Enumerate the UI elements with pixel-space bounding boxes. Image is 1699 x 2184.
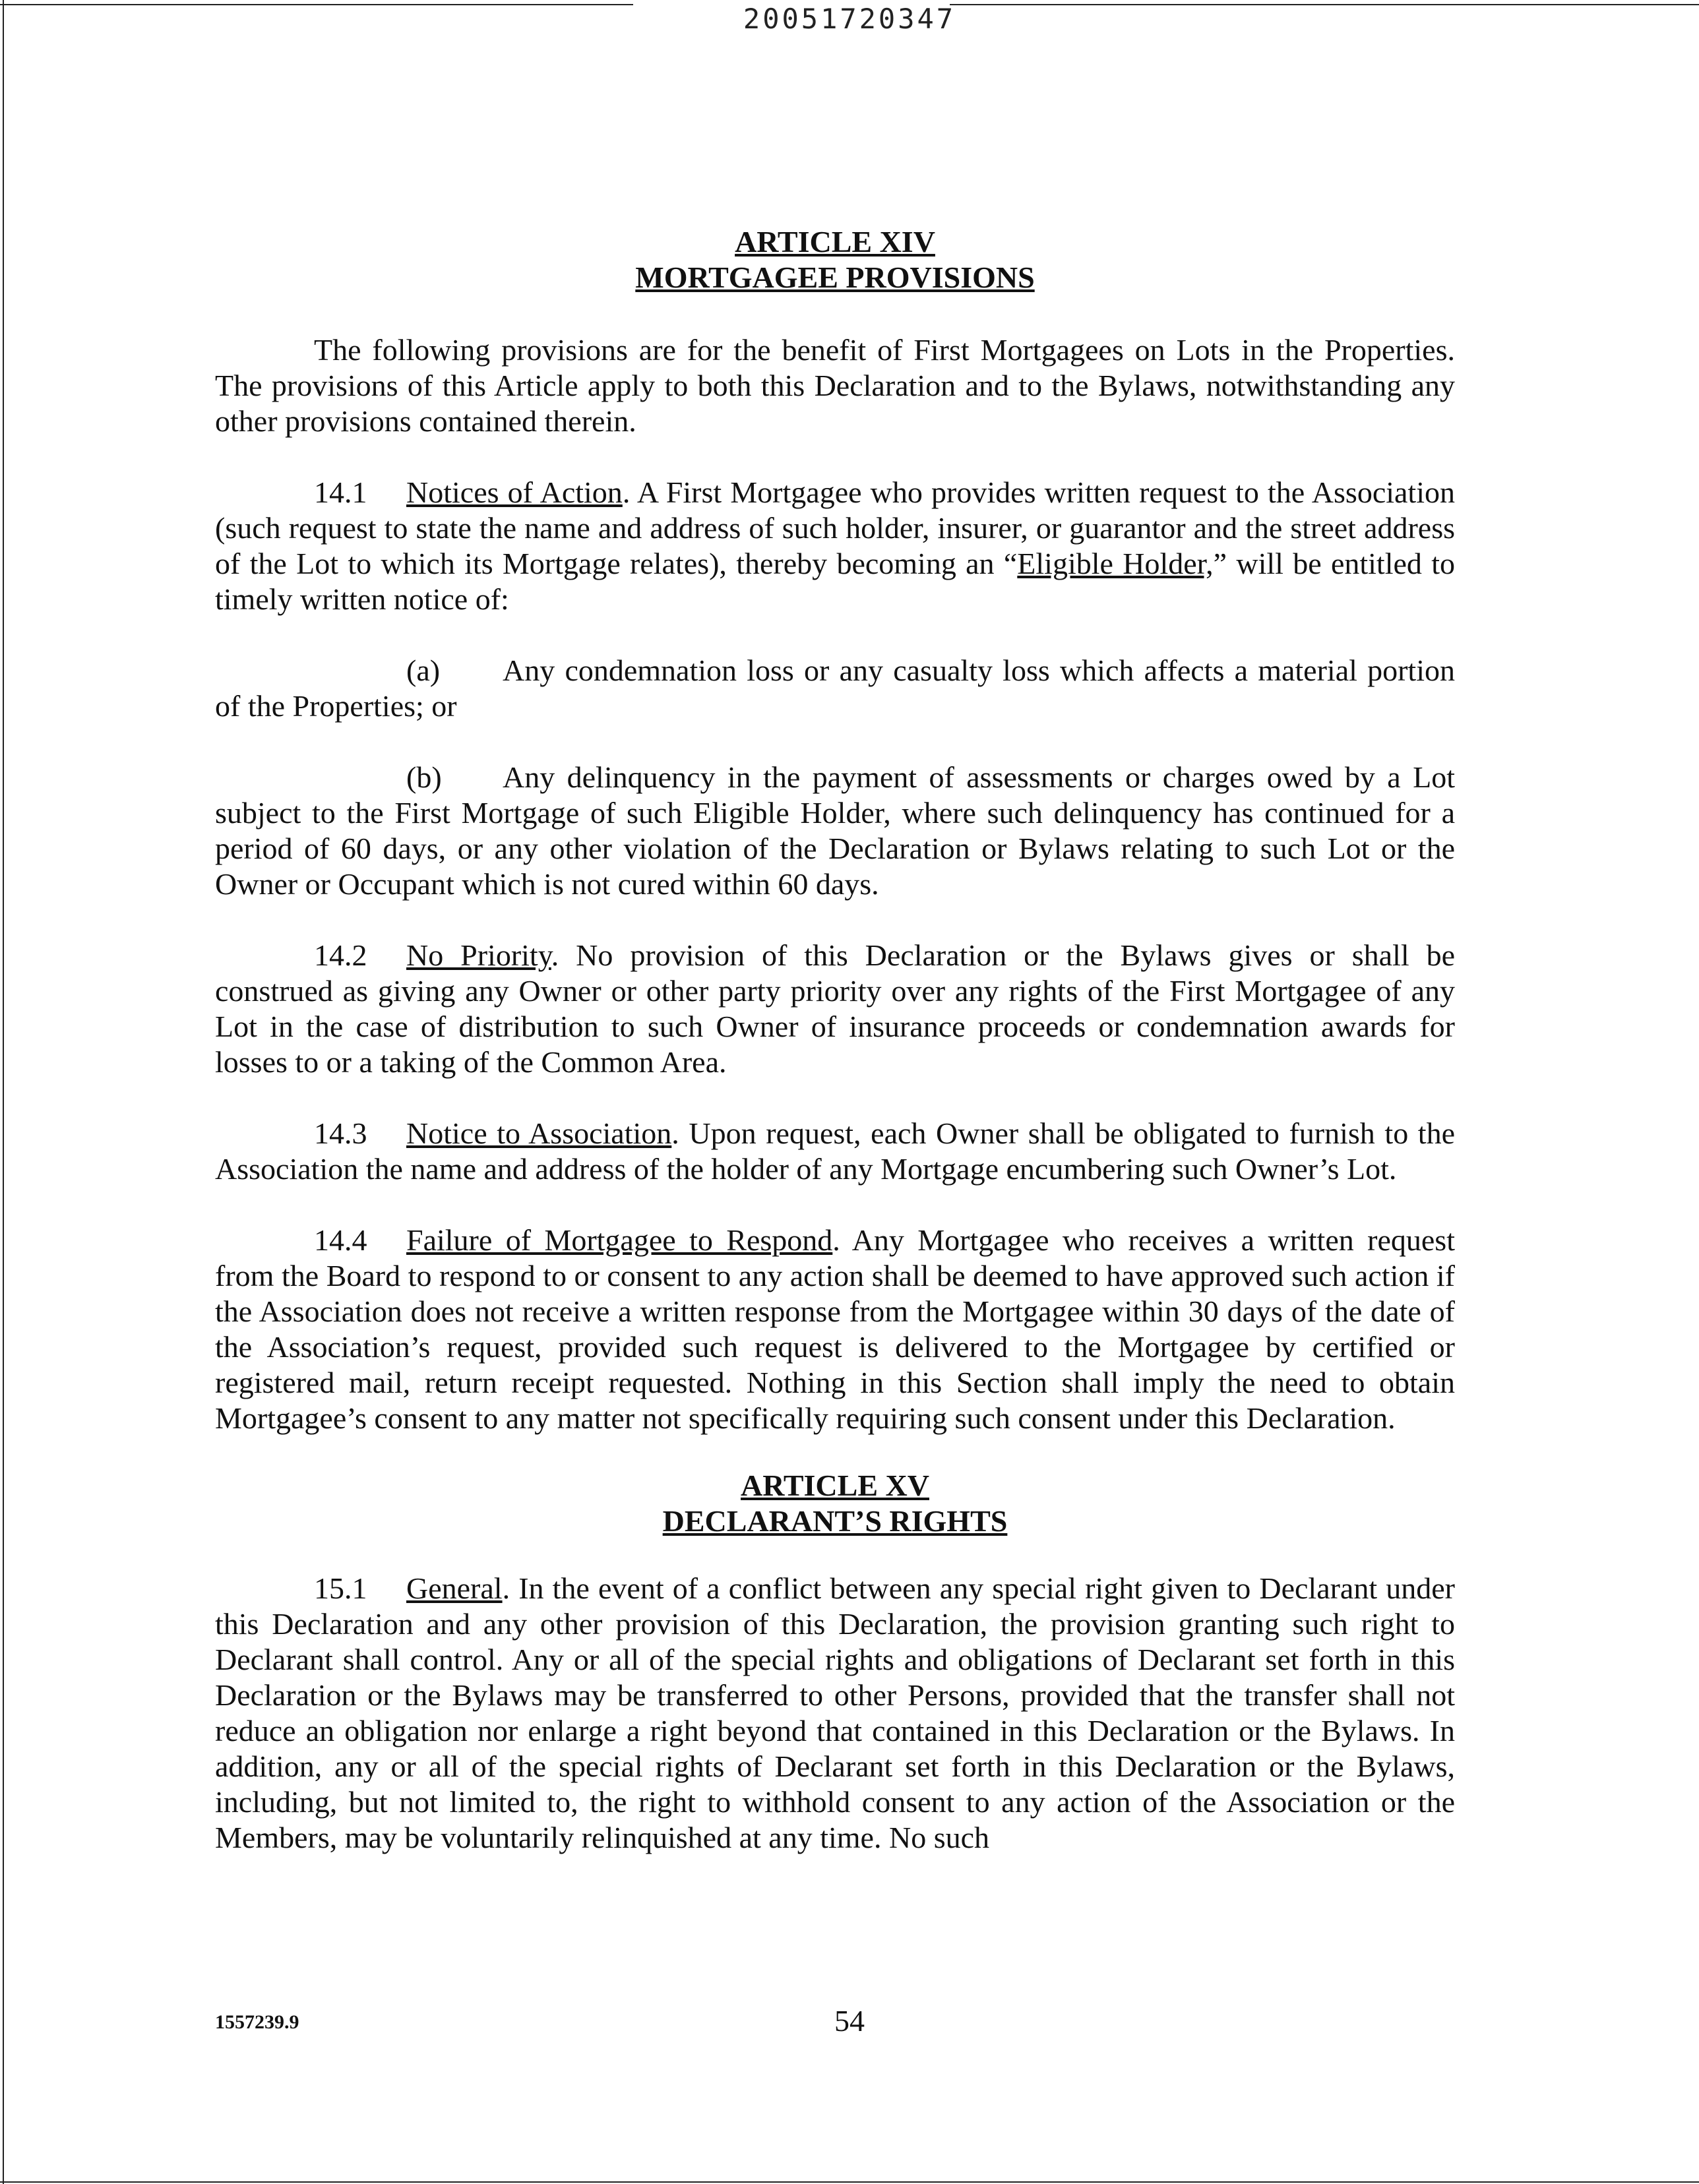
bottom-scan-edge [0,2181,1699,2183]
section-14-2-number: 14.2 [314,938,367,972]
section-14-1-a-label: (a) [406,653,441,687]
article-15-subtitle: DECLARANT’S RIGHTS [662,1504,1008,1538]
section-14-1 [215,475,1455,617]
footer-document-code: 1557239.9 [215,2011,299,2033]
section-14-2-heading: No Priority [406,938,551,972]
section-14-1-number: 14.1 [314,475,367,509]
eligible-holder-term: Eligible Holder, [1017,547,1214,580]
section-14-1-b-text: Any delinquency in the payment of assessments or charges owed by a Lot subject to the First Mortgage of such Eligible Holder, where such delinquency has continued for a period of 60 days, or any other violation of the Declaration or Bylaws relating to such Lot or the Owner or Occupant which is not cured within 60 days. [215,760,1455,901]
section-14-1-text-b: ” will be entitled to timely written notice of: [215,547,1456,616]
section-14-1-heading: Notices of Action [406,475,623,509]
section-15-1-text: . In the event of a conflict between any special right given to Declarant under this Declaration and any other provision of this Declaration, the provision granting such right to Declarant shall control. Any or all of the special rights and obligations of Declarant set forth in this Declaration or the Bylaws may be transferred to other Persons, provided that the transfer shall not reduce an obligation nor enlarge a right beyond that contained in this Declaration or the Bylaws. In addition, any or all of the special rights of Declarant set forth in this Declaration or the Bylaws, including, but not limited to, the right to withhold consent to any action of the Association or the Members, may be voluntarily relinquished at any time. No such [215,1571,1455,1854]
article-14-subtitle: MORTGAGEE PROVISIONS [635,260,1035,294]
section-14-3-number: 14.3 [314,1116,367,1150]
document-id: 20051720347 [743,3,956,35]
article-15-title: ARTICLE XV [741,1469,929,1502]
section-14-3 [215,1116,1455,1187]
section-14-2 [215,938,1455,1080]
section-15-1 [215,1571,1455,1856]
left-scan-edge [3,0,4,2184]
page-number: 54 [834,2004,865,2038]
article-14-title: ARTICLE XIV [735,225,935,258]
section-14-4 [215,1223,1455,1436]
section-14-1-b [215,760,1455,902]
section-15-1-number: 15.1 [314,1571,367,1605]
section-14-4-text: . Any Mortgagee who receives a written request from the Board to respond to or consent to any action shall be deemed to have approved such action if the Association does not receive a written response from the Mortgagee within 30 days of the date of the Association’s request, provided such request is delivered to the Mortgagee by certified or registered mail, return receipt requested. Nothing in this Section shall imply the need to obtain Mortgagee’s consent to any matter not specifically requiring such consent under this Declaration. [215,1223,1455,1435]
section-15-1-heading: General [406,1571,503,1605]
article-14-heading [215,224,1455,295]
section-14-3-text: . Upon request, each Owner shall be obligated to furnish to the Association the name and address of the holder of any Mortgage encumbering such Owner’s Lot. [215,1116,1455,1186]
article-14-intro: The following provisions are for the benefit of First Mortgagees on Lots in the Properties. The provisions of this Article apply to both this Declaration and to the Bylaws, notwithstanding any other provisions contained therein. [215,333,1455,438]
section-14-4-number: 14.4 [314,1223,367,1257]
page-body [215,224,1455,1891]
section-14-1-a-text: Any condemnation loss or any casualty loss which affects a material portion of the Properties; or [215,653,1455,723]
section-14-1-text-a: . A First Mortgagee who provides written request to the Association (such request to state the name and address of such holder, insurer, or guarantor and the street address of the Lot to which its Mortgage relates), thereby becoming an “ [215,475,1455,580]
section-14-3-heading: Notice to Association [406,1116,672,1150]
section-14-4-heading: Failure of Mortgagee to Respond [406,1223,833,1257]
section-14-1-b-label: (b) [406,760,442,794]
section-14-2-text: . No provision of this Declaration or the Bylaws gives or shall be construed as giving any Owner or other party priority over any rights of the First Mortgagee of any Lot in the case of distribution to such Owner of insurance proceeds or condemnation awards for losses to or a taking of the Common Area. [215,938,1455,1079]
article-15-heading [215,1468,1455,1539]
section-14-1-a [215,653,1455,724]
